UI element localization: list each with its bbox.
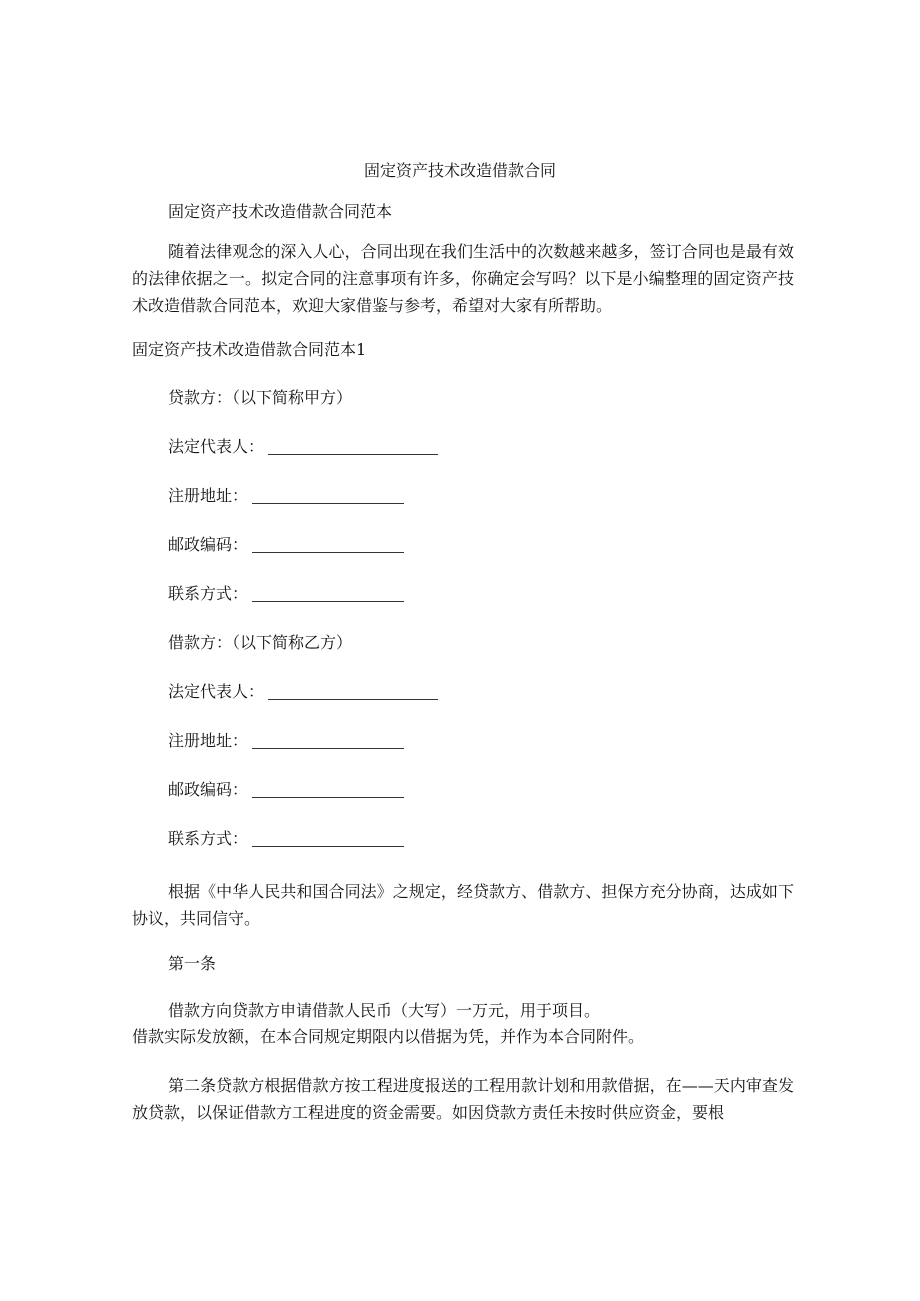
borrower-postcode-field bbox=[168, 782, 404, 798]
document-title: 固定资产技术改造借款合同 bbox=[363, 161, 556, 180]
borrower-representative-field bbox=[168, 684, 438, 700]
fill-in-blank bbox=[252, 734, 404, 749]
borrower-address-field bbox=[168, 733, 404, 749]
basis-paragraph: 根据《中华人民共和国合同法》之规定，经贷款方、借款方、担保方充分协商，达成如下协议，共同信守。 bbox=[132, 882, 794, 928]
fill-in-blank bbox=[268, 440, 438, 455]
fill-in-blank bbox=[268, 685, 438, 700]
lender-address-field bbox=[168, 488, 404, 504]
field-label: 法定代表人： bbox=[168, 682, 265, 701]
field-label: 注册地址： bbox=[168, 731, 249, 750]
section-heading: 固定资产技术改造借款合同范本1 bbox=[132, 340, 367, 359]
fill-in-blank bbox=[252, 489, 404, 504]
field-label: 联系方式： bbox=[168, 584, 249, 603]
field-label: 法定代表人： bbox=[168, 437, 265, 456]
lender-postcode-field bbox=[168, 537, 404, 553]
field-label: 邮政编码： bbox=[168, 780, 249, 799]
fill-in-blank bbox=[252, 587, 404, 602]
fill-in-blank bbox=[252, 832, 404, 847]
article1-line1: 借款方向贷款方申请借款人民币（大写）一万元，用于项目。 bbox=[168, 1001, 601, 1020]
intro-paragraph: 随着法律观念的深入人心，合同出现在我们生活中的次数越来越多，签订合同也是最有效的法律依据之一。拟定合同的注意事项有许多，你确定会写吗？以下是小编整理的固定资产技术改造借款合同范本，欢迎大家借鉴与参考，希望对大家有所帮助。 bbox=[132, 242, 794, 315]
lender-contact-field bbox=[168, 586, 404, 602]
article2-paragraph: 第二条贷款方根据借款方按工程进度报送的工程用款计划和用款借据，在——天内审查发放贷款，以保证借款方工程进度的资金需要。如因贷款方责任未按时供应资金，要根 bbox=[132, 1076, 794, 1122]
article1-line2: 借款实际发放额，在本合同规定期限内以借据为凭，并作为本合同附件。 bbox=[132, 1027, 645, 1046]
lender-label: 贷款方：（以下简称甲方） bbox=[168, 388, 353, 407]
lender-representative-field bbox=[168, 439, 438, 455]
field-label: 注册地址： bbox=[168, 486, 249, 505]
borrower-label: 借款方：（以下简称乙方） bbox=[168, 633, 353, 652]
article1-heading: 第一条 bbox=[168, 954, 217, 973]
field-label: 联系方式： bbox=[168, 829, 249, 848]
borrower-contact-field bbox=[168, 831, 404, 847]
fill-in-blank bbox=[252, 538, 404, 553]
document-subtitle: 固定资产技术改造借款合同范本 bbox=[168, 202, 393, 221]
fill-in-blank bbox=[252, 783, 404, 798]
field-label: 邮政编码： bbox=[168, 535, 249, 554]
